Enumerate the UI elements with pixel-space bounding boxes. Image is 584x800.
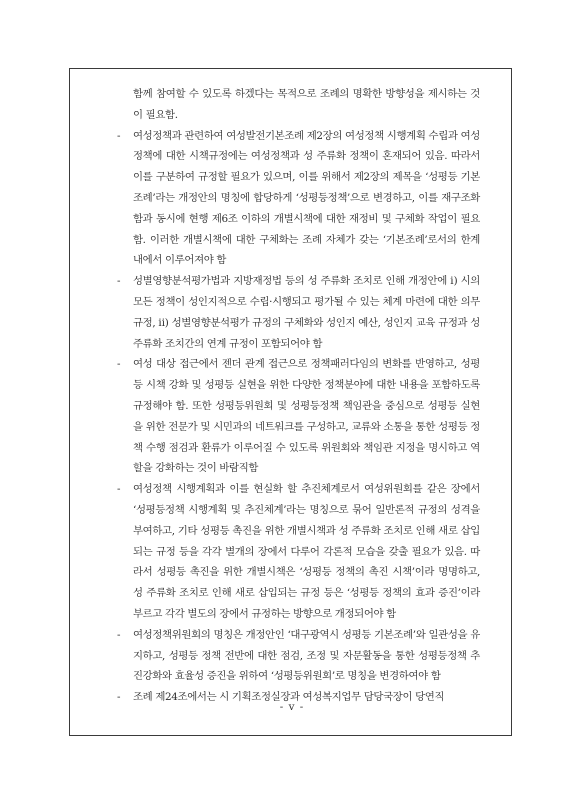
bullet-dash: - xyxy=(117,275,121,288)
bullet-text: 성별영향분석평가법과 지방재정법 등의 성 주류화 조치로 인해 개정안에 ⅰ) 시의 모든 정책이 성인지적으로 수립·시행되고 평가될 수 있는 체계 마련에 대한 의무규정, ⅱ) 성별영향분석평가 규정의 구체화와 성인지 예산, 성인지 교육 규정과 성 주류화 조치간의 연계 규정이 포함되어야 함 xyxy=(133,275,480,350)
bullet-text: 여성정책위원회의 명칭은 개정안인 ‘대구광역시 성평등 기본조례’와 일관성을 유지하고, 성평등 정책 전반에 대한 점검, 조정 및 자문활동을 통한 성평등정책 추진강화와 효율성 증진을 위하여 ‘성평등위원회’로 명칭을 변경하여야 함 xyxy=(133,628,480,683)
bullet-item xyxy=(117,479,480,625)
page-number: - v - xyxy=(279,701,305,713)
bullet-dash: - xyxy=(117,358,121,371)
bullet-dash: - xyxy=(117,691,121,704)
bullet-text: 여성정책과 관련하여 여성발전기본조례 제2장의 여성정책 시행계획 수립과 여성정책에 대한 시책규정에는 여성정책과 성 주류화 정책이 혼재되어 있음. 따라서 이를 구분하여 규정할 필요가 있으며, 이를 위해서 제2장의 제목을 ‘성평등 기본조례’라는 개정안의 명칭에 합당하게 ‘성평등정책’으로 변경하고, 이를 재구조화함과 동시에 현행 제6조 이하의 개별시책에 대한 재정비 및 구체화 작업이 필요함. 이러한 개별시책에 대한 구체화는 조례 자체가 갖는 ‘기본조례’로서의 한계 내에서 이루어져야 함 xyxy=(133,129,480,267)
lead-paragraph: 함께 참여할 수 있도록 하겠다는 목적으로 조례의 명확한 방향성을 제시하는 것이 필요함. xyxy=(133,88,480,121)
bullet-item xyxy=(117,126,480,272)
bullet-item xyxy=(117,271,480,354)
document-body xyxy=(117,84,480,708)
bullet-item xyxy=(117,625,480,687)
bullet-text: 여성 대상 접근에서 젠더 관계 접근으로 정책패러다임의 변화를 반영하고, 성평등 시책 강화 및 성평등 실현을 위한 다양한 정책분야에 대한 내용을 포함하도록 규정해야 함. 또한 성평등위원회 및 성평등정책 책임관을 중심으로 성평등 실현을 위한 전문가 및 시민과의 네트워크를 구성하고, 교류와 소통을 통한 성평등 정책 수행 점검과 환류가 이루어질 수 있도록 위원회와 책임관 지정을 명시하고 역할을 강화하는 것이 바람직함 xyxy=(133,358,480,475)
bullet-dash: - xyxy=(117,483,121,496)
bullet-item xyxy=(117,354,480,479)
bullet-dash: - xyxy=(117,628,121,641)
bullet-dash: - xyxy=(117,129,121,142)
bullet-text: 여성정책 시행계획과 이를 현실화 할 추진체계로서 여성위원회를 같은 장에서 ‘성평등정책 시행계획 및 추진체계’라는 명칭으로 묶어 일반론적 규정의 성격을 부여하고, 기타 성평등 촉진을 위한 개별시책과 성 주류화 조치로 인해 새로 삽입되는 규정 등을 각각 별개의 장에서 다루어 각론적 모습을 갖출 필요가 있음. 따라서 성평등 촉진을 위한 개별시책은 ‘성평등 정책의 촉진 시책’이라 명명하고, 성 주류화 조치로 인해 새로 삽입되는 규정 등은 ‘성평등 정책의 효과 증진’이라 부르고 각각 별도의 장에서 규정하는 방향으로 개정되어야 함 xyxy=(133,483,480,620)
bullet-text: 조례 제24조에서는 시 기획조정실장과 여성복지업무 담당국장이 당연직 xyxy=(133,691,445,704)
